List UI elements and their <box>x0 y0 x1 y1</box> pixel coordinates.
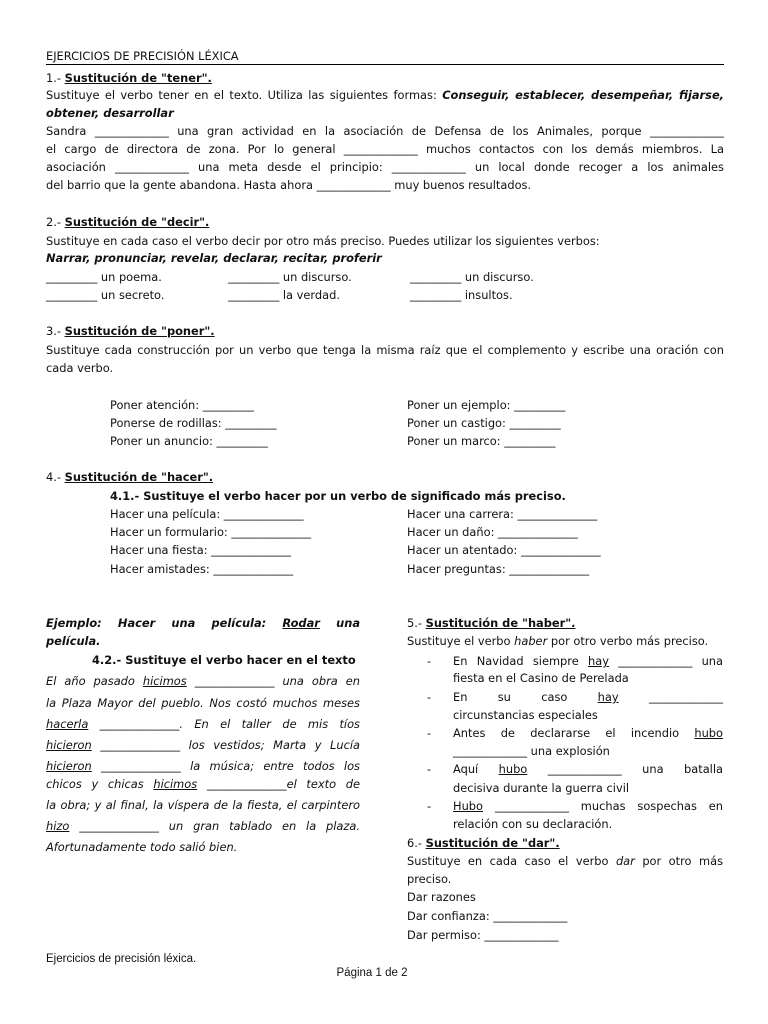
section-2-item: _________ un poema. <box>46 270 162 284</box>
section-3-item: Poner atención: _________ <box>110 398 254 412</box>
list-bullet: - <box>427 726 432 740</box>
section-2-item: _________ un discurso. <box>228 270 352 284</box>
section-2-item: _________ insultos. <box>410 288 513 302</box>
section-1-instruction: Sustituye el verbo tener en el texto. Utiliza las siguientes formas: Conseguir, establecer, desempeñar, fijarse, <box>46 88 724 102</box>
section-4-heading: 4.- Sustitución de "hacer". <box>46 470 214 484</box>
ejemplo-line: Ejemplo: Hacer una película: Rodar una <box>46 616 361 630</box>
section-2-title: Sustitución de "decir". <box>64 215 210 229</box>
section-5-item-cont: circunstancias especiales <box>453 708 598 722</box>
section-3-title: Sustitución de "poner". <box>64 324 215 338</box>
section-4-item: Hacer una fiesta: ______________ <box>110 543 291 557</box>
section-1-line: Sandra _____________ una gran actividad en la asociación de Defensa de los Animales, porque _____________ <box>46 124 724 138</box>
section-2-instruction: Sustituye en cada caso el verbo decir por otro más preciso. Puedes utilizar los siguientes verbos: <box>46 234 600 248</box>
footer-title: Ejercicios de precisión léxica. <box>46 953 197 965</box>
section-6-item: Dar razones <box>407 890 476 904</box>
section-2-item: _________ un secreto. <box>46 288 165 302</box>
section-4-item: Hacer preguntas: ______________ <box>407 562 590 576</box>
section-5-item: Aquí hubo _____________ una batalla <box>453 762 723 776</box>
ejemplo-rodar: Rodar <box>282 616 320 630</box>
section-3-instruction-cont: cada verbo. <box>46 361 114 375</box>
section-4-item: Hacer un formulario: ______________ <box>110 525 312 539</box>
section-5-item-cont: relación con su declaración. <box>453 817 613 831</box>
section-4-2-line: El año pasado hicimos ______________ una obra en <box>46 674 360 688</box>
section-1-forms-cont: obtener, desarrollar <box>46 106 174 120</box>
section-2-item: _________ un discurso. <box>410 270 534 284</box>
list-bullet: - <box>427 762 432 776</box>
section-4-2-line: hacerla ______________. En el taller de mis tíos <box>46 717 360 731</box>
section-3-heading: 3.- Sustitución de "poner". <box>46 324 215 338</box>
section-5-heading: 5.- Sustitución de "haber". <box>407 616 576 630</box>
section-3-item: Ponerse de rodillas: _________ <box>110 416 277 430</box>
section-2-verbs: Narrar, pronunciar, revelar, declarar, recitar, proferir <box>46 251 382 265</box>
ejemplo-line-cont: película. <box>46 634 101 648</box>
section-5-item: En su caso hay _____________ <box>453 690 723 704</box>
list-bullet: - <box>427 654 432 668</box>
section-4-1-subtitle: 4.1.- Sustituye el verbo hacer por un verbo de significado más preciso. <box>110 489 566 503</box>
section-4-2-line: la obra; y al final, la víspera de la fiesta, el carpintero <box>46 798 360 812</box>
header-rule <box>46 64 724 65</box>
section-5-item-cont: fiesta en el Casino de Perelada <box>453 671 629 685</box>
section-4-2-line: chicos y chicas hicimos ______________el texto de <box>46 777 360 791</box>
section-4-2-line: hicieron ______________ la música; entre todos los <box>46 759 360 773</box>
page-title: EJERCICIOS DE PRECISIÓN LÉXICA <box>46 49 239 63</box>
section-1-heading: 1.- Sustitución de "tener". <box>46 71 212 85</box>
section-4-2-subtitle: 4.2.- Sustituye el verbo hacer en el texto <box>92 653 356 667</box>
page-number: Página 1 de 2 <box>336 967 408 979</box>
section-5-title: Sustitución de "haber". <box>425 616 576 630</box>
section-4-2-line: hizo ______________ un gran tablado en la plaza. <box>46 819 360 833</box>
section-4-item: Hacer una carrera: ______________ <box>407 507 598 521</box>
section-5-item-cont: _____________ una explosión <box>453 744 610 758</box>
section-4-item: Hacer un daño: ______________ <box>407 525 578 539</box>
section-1-line: del barrio que la gente abandona. Hasta ahora _____________ muy buenos resultados. <box>46 178 532 192</box>
list-bullet: - <box>427 690 432 704</box>
list-bullet: - <box>427 799 432 813</box>
section-1-forms: Conseguir, establecer, desempeñar, fijarse, <box>442 88 724 102</box>
section-3-item: Poner un castigo: _________ <box>407 416 561 430</box>
section-3-instruction: Sustituye cada construcción por un verbo que tenga la misma raíz que el complemento y escribe una oración con <box>46 343 724 357</box>
section-5-instruction: Sustituye el verbo haber por otro verbo más preciso. <box>407 634 709 648</box>
section-2-heading: 2.- Sustitución de "decir". <box>46 215 210 229</box>
section-3-item: Poner un anuncio: _________ <box>110 434 268 448</box>
section-6-item: Dar confianza: _____________ <box>407 909 568 923</box>
section-6-instruction: Sustituye en cada caso el verbo dar por otro más <box>407 854 723 868</box>
section-5-item: En Navidad siempre hay _____________ una <box>453 654 724 668</box>
section-4-2-line: la Plaza Mayor del pueblo. Nos costó muchos meses <box>46 696 360 710</box>
section-5-item: Antes de declararse el incendio hubo <box>453 726 723 740</box>
section-4-2-line: hicieron ______________ los vestidos; Marta y Lucía <box>46 738 360 752</box>
section-4-title: Sustitución de "hacer". <box>64 470 214 484</box>
section-6-heading: 6.- Sustitución de "dar". <box>407 836 560 850</box>
section-5-item: Hubo _____________ muchas sospechas en <box>453 799 723 813</box>
section-4-item: Hacer una película: ______________ <box>110 507 304 521</box>
section-4-2-line: Afortunadamente todo salió bien. <box>46 840 238 854</box>
section-4-item: Hacer un atentado: ______________ <box>407 543 601 557</box>
section-1-title: Sustitución de "tener". <box>64 71 212 85</box>
section-2-item: _________ la verdad. <box>228 288 340 302</box>
section-6-item: Dar permiso: _____________ <box>407 928 559 942</box>
section-3-item: Poner un marco: _________ <box>407 434 556 448</box>
section-3-item: Poner un ejemplo: _________ <box>407 398 566 412</box>
section-6-title: Sustitución de "dar". <box>425 836 560 850</box>
section-6-instruction-cont: preciso. <box>407 872 452 886</box>
section-1-line: el cargo de directora de zona. Por lo general _____________ muchos contactos con los demás miembros. La <box>46 142 724 156</box>
section-5-item-cont: decisiva durante la guerra civil <box>453 781 630 795</box>
section-1-line: asociación _____________ una meta desde el principio: _____________ un local donde recoger a los animales <box>46 160 724 174</box>
section-4-item: Hacer amistades: ______________ <box>110 562 294 576</box>
